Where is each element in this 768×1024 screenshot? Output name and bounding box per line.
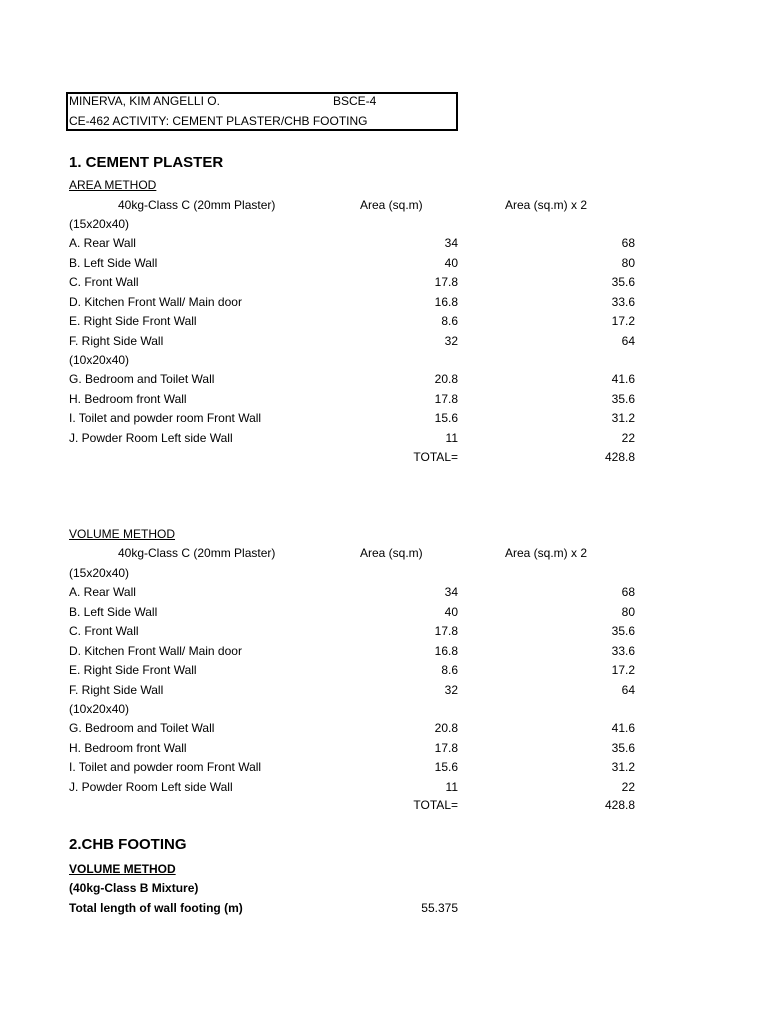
volume-row-area: 15.6 (434, 760, 458, 774)
area-row-label: H. Bedroom front Wall (69, 392, 187, 406)
volume-col-header-area: Area (sq.m) (360, 546, 423, 560)
area-row-label: D. Kitchen Front Wall/ Main door (69, 295, 242, 309)
area-col-header-area: Area (sq.m) (360, 198, 423, 212)
volume-col-header-class: 40kg-Class C (20mm Plaster) (118, 546, 276, 560)
volume-row-label: D. Kitchen Front Wall/ Main door (69, 644, 242, 658)
area-row-area: 8.6 (441, 314, 458, 328)
area-row-area-x2: 68 (621, 236, 635, 250)
area-row-label: G. Bedroom and Toilet Wall (69, 372, 215, 386)
volume-row-label: E. Right Side Front Wall (69, 663, 197, 677)
volume-row-area: 17.8 (434, 624, 458, 638)
chb-mixture-label: (40kg-Class B Mixture) (69, 881, 199, 895)
area-row-area-x2: 35.6 (611, 275, 635, 289)
chb-length-label: Total length of wall footing (m) (69, 901, 243, 915)
volume-col-header-area-x2: Area (sq.m) x 2 (505, 546, 588, 560)
volume-row-area-x2: 35.6 (611, 741, 635, 755)
volume-row-area: 8.6 (441, 663, 458, 677)
volume-row-area-x2: 22 (621, 780, 635, 794)
area-col-header-area-x2: Area (sq.m) x 2 (505, 198, 588, 212)
volume-row-area: 20.8 (434, 721, 458, 735)
area-row-area: 15.6 (434, 411, 458, 425)
area-row-label: B. Left Side Wall (69, 256, 158, 270)
area-row-area-x2: 33.6 (611, 295, 635, 309)
area-col-header-class: 40kg-Class C (20mm Plaster) (118, 198, 276, 212)
area-row-area-x2: 17.2 (611, 314, 635, 328)
area-row-area: 40 (444, 256, 458, 270)
volume-row-label: G. Bedroom and Toilet Wall (69, 721, 215, 735)
area-row-area-x2: 41.6 (611, 372, 635, 386)
area-method-label: AREA METHOD (69, 178, 157, 192)
area-row-area-x2: 64 (621, 334, 635, 348)
volume-row-area-x2: 68 (621, 585, 635, 599)
volume-row-area: 32 (444, 683, 458, 697)
volume-row-label: A. Rear Wall (69, 585, 136, 599)
volume-row-area-x2: 31.2 (611, 760, 635, 774)
area-group-15x20x40: (15x20x40) (69, 217, 130, 231)
area-row-label: I. Toilet and powder room Front Wall (69, 411, 262, 425)
volume-row-area-x2: 80 (621, 605, 635, 619)
area-total-label: TOTAL= (413, 450, 458, 464)
area-group-10x20x40: (10x20x40) (69, 353, 130, 367)
volume-row-area: 34 (444, 585, 458, 599)
volume-row-area-x2: 17.2 (611, 663, 635, 677)
area-row-area: 20.8 (434, 372, 458, 386)
area-row-area: 17.8 (434, 392, 458, 406)
volume-row-area-x2: 35.6 (611, 624, 635, 638)
volume-row-area-x2: 41.6 (611, 721, 635, 735)
volume-row-area: 16.8 (434, 644, 458, 658)
area-row-area-x2: 80 (621, 256, 635, 270)
area-row-label: F. Right Side Wall (69, 334, 164, 348)
area-row-area-x2: 35.6 (611, 392, 635, 406)
section-heading-chb-footing: 2.CHB FOOTING (69, 836, 187, 853)
area-row-area: 17.8 (434, 275, 458, 289)
volume-row-area: 11 (445, 780, 458, 794)
volume-row-label: H. Bedroom front Wall (69, 741, 187, 755)
volume-row-area-x2: 33.6 (611, 644, 635, 658)
area-row-area: 34 (444, 236, 458, 250)
course-label: BSCE-4 (333, 94, 377, 108)
volume-row-area: 17.8 (434, 741, 458, 755)
volume-row-label: J. Powder Room Left side Wall (69, 780, 233, 794)
volume-group-15x20x40: (15x20x40) (69, 566, 130, 580)
student-name: MINERVA, KIM ANGELLI O. (69, 94, 220, 108)
area-row-label: A. Rear Wall (69, 236, 136, 250)
chb-length-value: 55.375 (421, 901, 458, 915)
chb-volume-method-label: VOLUME METHOD (69, 862, 176, 876)
volume-row-label: C. Front Wall (69, 624, 139, 638)
area-row-label: E. Right Side Front Wall (69, 314, 197, 328)
volume-row-label: I. Toilet and powder room Front Wall (69, 760, 262, 774)
area-row-label: C. Front Wall (69, 275, 139, 289)
volume-total-value: 428.8 (604, 798, 635, 812)
area-row-area-x2: 22 (621, 431, 635, 445)
area-row-label: J. Powder Room Left side Wall (69, 431, 233, 445)
volume-row-area: 40 (444, 605, 458, 619)
area-row-area: 11 (445, 431, 458, 445)
volume-row-area-x2: 64 (621, 683, 635, 697)
volume-row-label: F. Right Side Wall (69, 683, 164, 697)
volume-total-label: TOTAL= (413, 798, 458, 812)
area-row-area: 16.8 (434, 295, 458, 309)
activity-title: CE-462 ACTIVITY: CEMENT PLASTER/CHB FOOTING (69, 114, 368, 128)
volume-group-10x20x40: (10x20x40) (69, 702, 130, 716)
section-heading-cement-plaster: 1. CEMENT PLASTER (69, 154, 224, 171)
volume-row-label: B. Left Side Wall (69, 605, 158, 619)
volume-method-label: VOLUME METHOD (69, 527, 176, 541)
area-row-area-x2: 31.2 (611, 411, 635, 425)
area-row-area: 32 (444, 334, 458, 348)
area-total-value: 428.8 (604, 450, 635, 464)
